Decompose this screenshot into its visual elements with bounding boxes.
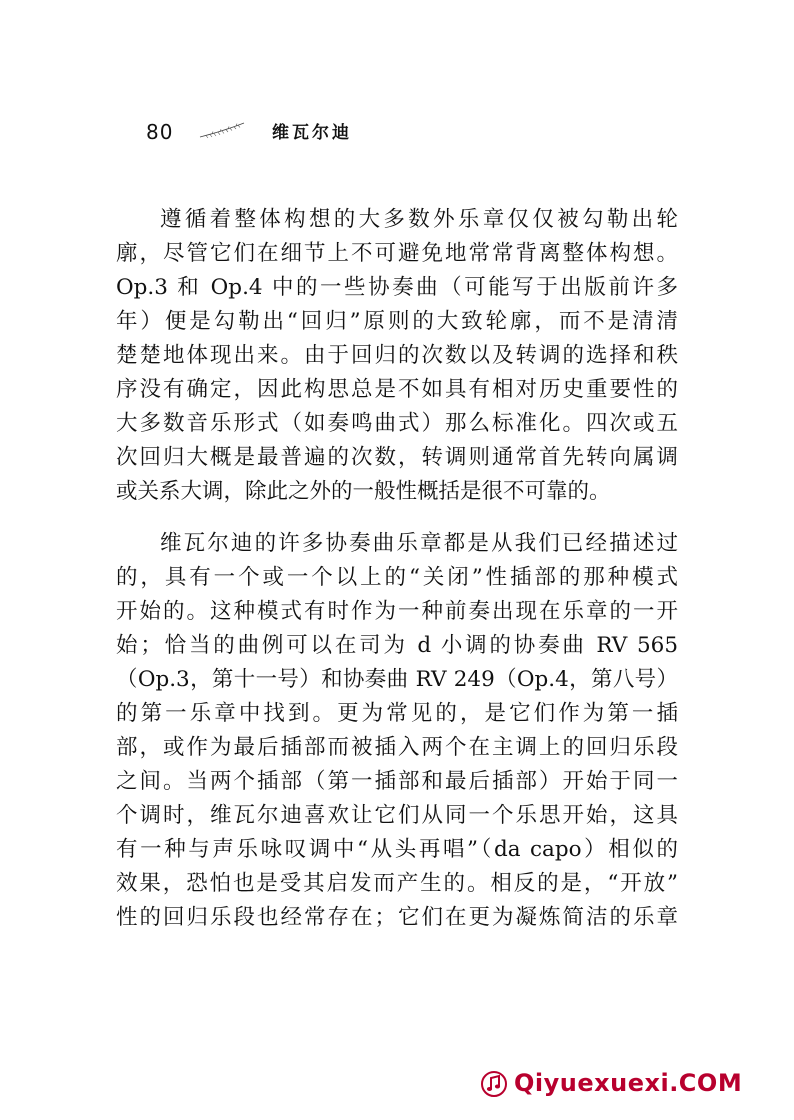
text-line: 部，或作为最后插部而被插入两个在主调上的回归乐段 xyxy=(116,735,678,760)
text-line: 遵循着整体构想的大多数外乐章仅仅被勾勒出轮 xyxy=(160,207,678,232)
text-line: 的第一乐章中找到。更为常见的，是它们作为第一插 xyxy=(116,701,678,726)
text-line: 开始的。这种模式有时作为一种前奏出现在乐章的一开 xyxy=(116,599,678,624)
text-line: 的，具有一个或一个以上的“关闭”性插部的那种模式 xyxy=(116,565,678,590)
text-line: 或关系大调，除此之外的一般性概括是很不可靠的。 xyxy=(116,479,611,504)
text-line: 有一种与声乐咏叹调中“从头再唱”（da capo）相似的 xyxy=(116,837,678,862)
text-line: 效果，恐怕也是受其启发而产生的。相反的是，“开放” xyxy=(116,871,678,896)
watermark-text: Qiyuexuexi.COM xyxy=(514,1069,743,1097)
text-line: 廓，尽管它们在细节上不可避免地常常背离整体构想。 xyxy=(116,241,678,266)
book-title: 维瓦尔迪 xyxy=(272,123,352,143)
text-line: Op.3 和 Op.4 中的一些协奏曲（可能写于出版前许多 xyxy=(116,275,678,300)
text-line: 大多数音乐形式（如奏鸣曲式）那么标准化。四次或五 xyxy=(116,411,678,436)
text-line: 之间。当两个插部（第一插部和最后插部）开始于同一 xyxy=(116,769,678,794)
page-number: 80 xyxy=(146,120,174,144)
text-line: 年）便是勾勒出“回归”原则的大致轮廓，而不是清清 xyxy=(116,309,678,334)
site-watermark xyxy=(474,1066,774,1102)
text-line: 个调时，维瓦尔迪喜欢让它们从同一个乐思开始，这具 xyxy=(116,803,678,828)
text-line: 始；恰当的曲例可以在司为 d 小调的协奏曲 RV 565 xyxy=(116,633,678,658)
feather-ornament-icon xyxy=(198,120,248,140)
running-header xyxy=(0,114,794,144)
text-line: （Op.3，第十一号）和协奏曲 RV 249（Op.4，第八号） xyxy=(116,667,678,692)
text-line: 性的回归乐段也经常存在；它们在更为凝炼简洁的乐章 xyxy=(116,905,678,930)
text-line: 序没有确定，因此构思总是不如具有相对历史重要性的 xyxy=(116,377,678,402)
music-note-icon xyxy=(480,1070,508,1098)
text-line: 楚楚地体现出来。由于回归的次数以及转调的选择和秩 xyxy=(116,343,678,368)
text-line: 次回归大概是最普遍的次数，转调则通常首先转向属调 xyxy=(116,445,678,470)
text-line: 维瓦尔迪的许多协奏曲乐章都是从我们已经描述过 xyxy=(160,531,678,556)
